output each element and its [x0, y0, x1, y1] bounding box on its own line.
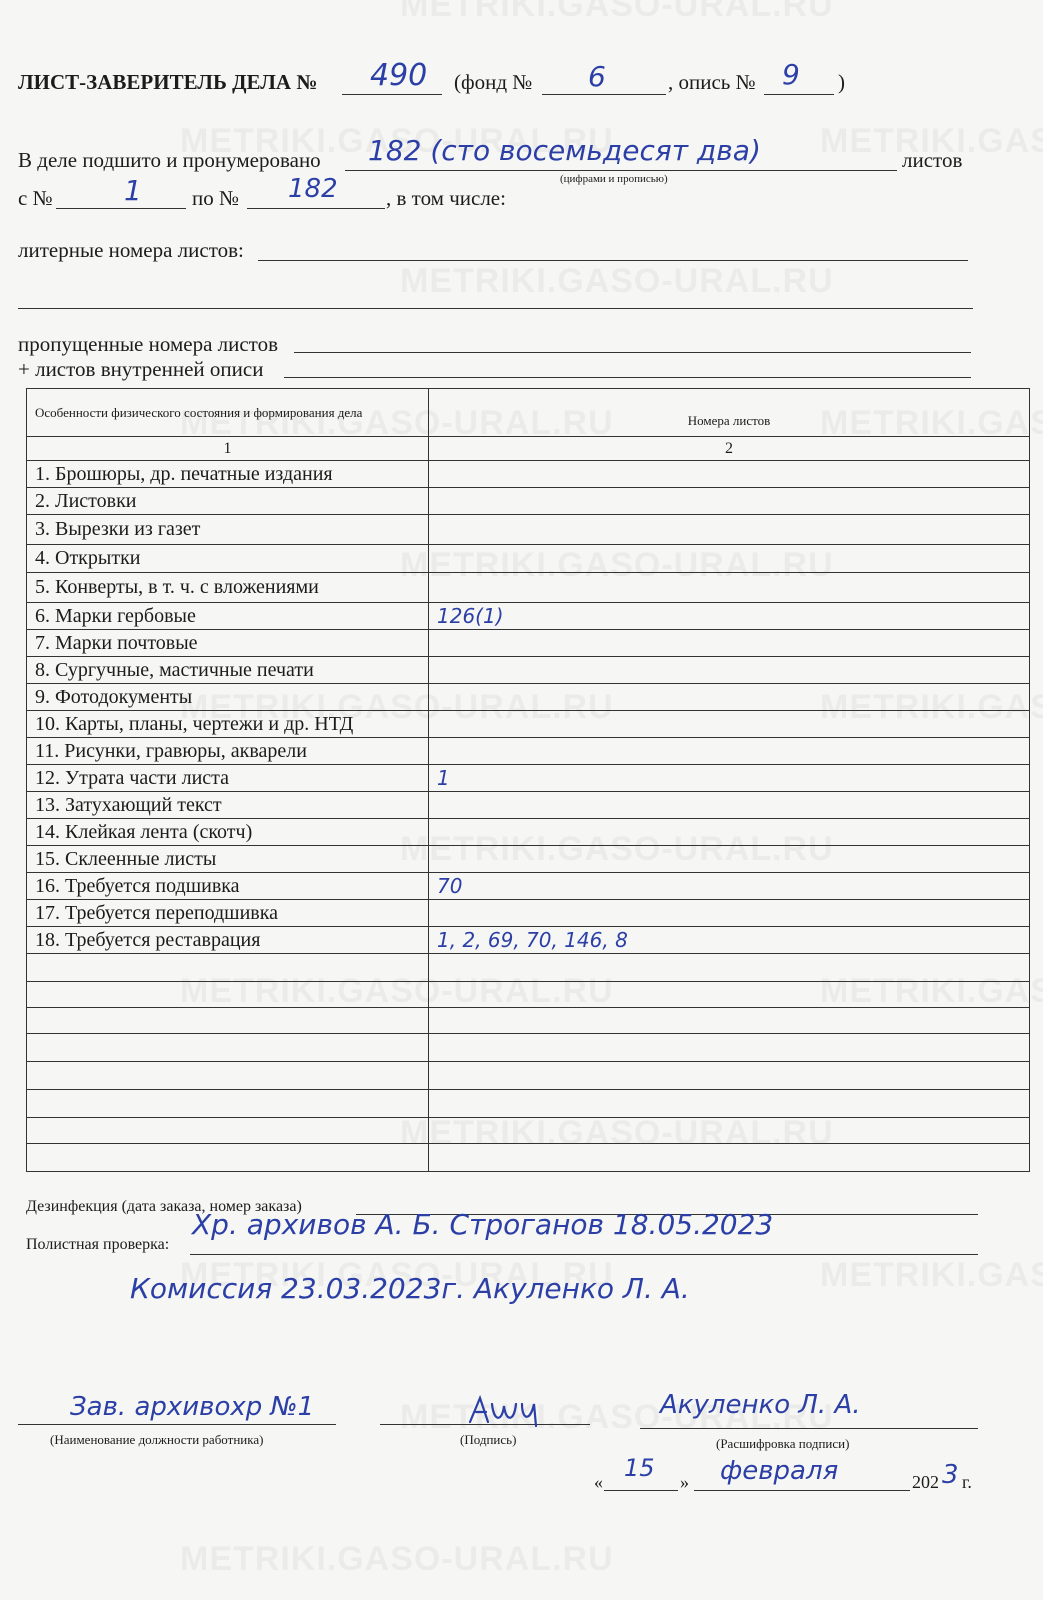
empty-cell [27, 1034, 429, 1062]
opis-value: 9 [782, 58, 800, 91]
table-row [27, 603, 1030, 630]
empty-cell [429, 982, 1030, 1008]
col1-header: Особенности физического состояния и формирования дела [27, 389, 429, 437]
col1-number: 1 [27, 437, 429, 461]
year-prefix: 202 [912, 1472, 939, 1492]
row-label: 14. Клейкая лента (скотч) [27, 819, 429, 846]
empty-cell [429, 1090, 1030, 1118]
row-value [429, 630, 1030, 657]
empty-cell [27, 982, 429, 1008]
date-day-line [604, 1490, 678, 1491]
to-line [247, 208, 385, 209]
row-label: 2. Листовки [27, 488, 429, 515]
date-close: » [680, 1472, 689, 1492]
fond-label: (фонд № [454, 70, 533, 94]
col2-header: Номера листов [429, 389, 1030, 437]
disinfection-label: Дезинфекция (дата заказа, номер заказа) [26, 1198, 302, 1215]
check-label: Полистная проверка: [26, 1236, 170, 1253]
name-caption: (Расшифровка подписи) [716, 1436, 850, 1451]
row-value [429, 461, 1030, 488]
table-row [27, 461, 1030, 488]
empty-row [27, 1034, 1030, 1062]
empty-cell [429, 1144, 1030, 1172]
missing-label: пропущенные номера листов [18, 332, 278, 356]
row-value [429, 738, 1030, 765]
row-value: 70 [429, 873, 1030, 900]
row-label: 9. Фотодокументы [27, 684, 429, 711]
table-row [27, 684, 1030, 711]
empty-cell [27, 1144, 429, 1172]
letter-line [258, 260, 968, 261]
opis-close: ) [838, 70, 845, 94]
signature-mark [466, 1392, 546, 1428]
table-row [27, 488, 1030, 515]
row-label: 6. Марки гербовые [27, 603, 429, 630]
letter-label: литерные номера листов: [18, 238, 244, 262]
row-label: 8. Сургучные, мастичные печати [27, 657, 429, 684]
table-row [27, 873, 1030, 900]
commission-value: Комиссия 23.03.2023г. Акуленко Л. А. [130, 1272, 690, 1305]
row-label: 7. Марки почтовые [27, 630, 429, 657]
position-caption: (Наименование должности работника) [50, 1432, 264, 1447]
fond-value: 6 [588, 60, 606, 93]
inner-line [284, 377, 971, 378]
watermark [400, 262, 834, 301]
sheets-count-value: 182 (сто восемьдесят два) [368, 134, 761, 167]
table-row [27, 792, 1030, 819]
check-value: Хр. архивов А. Б. Строганов 18.05.2023 [192, 1208, 774, 1241]
empty-cell [27, 1008, 429, 1034]
row-label: 13. Затухающий текст [27, 792, 429, 819]
empty-cell [429, 1008, 1030, 1034]
letter-line-2 [18, 308, 973, 309]
table-row [27, 573, 1030, 603]
sheets-hint: (цифрами и прописью) [560, 173, 668, 185]
row-label: 18. Требуется реставрация [27, 927, 429, 954]
row-value [429, 819, 1030, 846]
table-row [27, 515, 1030, 545]
row-value: 1, 2, 69, 70, 146, 8 [429, 927, 1030, 954]
date-month: февраля [720, 1456, 839, 1486]
table-row [27, 765, 1030, 792]
check-line [190, 1254, 978, 1255]
table-row [27, 630, 1030, 657]
condition-table [26, 388, 1030, 1172]
row-label: 17. Требуется переподшивка [27, 900, 429, 927]
table-row [27, 657, 1030, 684]
empty-row [27, 982, 1030, 1008]
year-digit: 3 [942, 1460, 959, 1490]
row-value [429, 846, 1030, 873]
empty-row [27, 1144, 1030, 1172]
row-label: 11. Рисунки, гравюры, акварели [27, 738, 429, 765]
date-open: « [594, 1472, 603, 1492]
row-value [429, 545, 1030, 573]
table-row [27, 738, 1030, 765]
table-row [27, 711, 1030, 738]
table-number-row [27, 437, 1030, 461]
position-value: Зав. архивохр №1 [70, 1392, 315, 1422]
empty-cell [27, 1118, 429, 1144]
sheets-label: В деле подшито и пронумеровано [18, 148, 321, 172]
empty-cell [429, 1062, 1030, 1090]
row-label: 5. Конверты, в т. ч. с вложениями [27, 573, 429, 603]
date-month-line [694, 1490, 910, 1491]
row-label: 4. Открытки [27, 545, 429, 573]
table-header-row [27, 389, 1030, 437]
sheets-suffix: листов [902, 148, 963, 172]
empty-cell [27, 1062, 429, 1090]
row-value [429, 488, 1030, 515]
watermark [820, 1256, 1043, 1295]
fond-line [542, 94, 666, 95]
row-label: 3. Вырезки из газет [27, 515, 429, 545]
table-row [27, 819, 1030, 846]
empty-row [27, 1090, 1030, 1118]
row-value [429, 515, 1030, 545]
to-label: по № [192, 186, 240, 210]
missing-line [294, 352, 971, 353]
from-label: с № [18, 186, 53, 210]
row-value [429, 684, 1030, 711]
row-value [429, 657, 1030, 684]
row-value [429, 792, 1030, 819]
row-value: 1 [429, 765, 1030, 792]
row-value [429, 573, 1030, 603]
row-value [429, 900, 1030, 927]
row-label: 12. Утрата части листа [27, 765, 429, 792]
row-label: 15. Склеенные листы [27, 846, 429, 873]
row-label: 10. Карты, планы, чертежи и др. НТД [27, 711, 429, 738]
empty-row [27, 1008, 1030, 1034]
empty-row [27, 1118, 1030, 1144]
name-value: Акуленко Л. А. [660, 1390, 861, 1420]
sheets-count-line [345, 170, 897, 171]
table-row [27, 927, 1030, 954]
table-row [27, 545, 1030, 573]
watermark [180, 1540, 614, 1579]
case-number-value: 490 [370, 58, 428, 93]
incl-label: , в том числе: [386, 186, 506, 210]
opis-line [764, 94, 834, 95]
from-line [56, 208, 186, 209]
inner-label: + листов внутренней описи [18, 357, 264, 381]
to-value: 182 [288, 174, 338, 204]
name-line [640, 1428, 978, 1429]
empty-cell [27, 954, 429, 982]
empty-cell [429, 1034, 1030, 1062]
empty-row [27, 1062, 1030, 1090]
row-label: 16. Требуется подшивка [27, 873, 429, 900]
document-title: ЛИСТ-ЗАВЕРИТЕЛЬ ДЕЛА № [18, 70, 318, 94]
year-suffix: г. [962, 1472, 972, 1492]
row-value [429, 711, 1030, 738]
case-number-line [342, 94, 442, 95]
empty-cell [27, 1090, 429, 1118]
row-value: 126(1) [429, 603, 1030, 630]
watermark [400, 0, 834, 25]
from-value: 1 [124, 174, 142, 207]
table-row [27, 900, 1030, 927]
table-row [27, 846, 1030, 873]
empty-row [27, 954, 1030, 982]
position-line [18, 1424, 336, 1425]
col2-number: 2 [429, 437, 1030, 461]
date-day: 15 [624, 1454, 655, 1482]
empty-cell [429, 954, 1030, 982]
signature-caption: (Подпись) [460, 1432, 517, 1447]
opis-label: , опись № [668, 70, 756, 94]
row-label: 1. Брошюры, др. печатные издания [27, 461, 429, 488]
empty-cell [429, 1118, 1030, 1144]
